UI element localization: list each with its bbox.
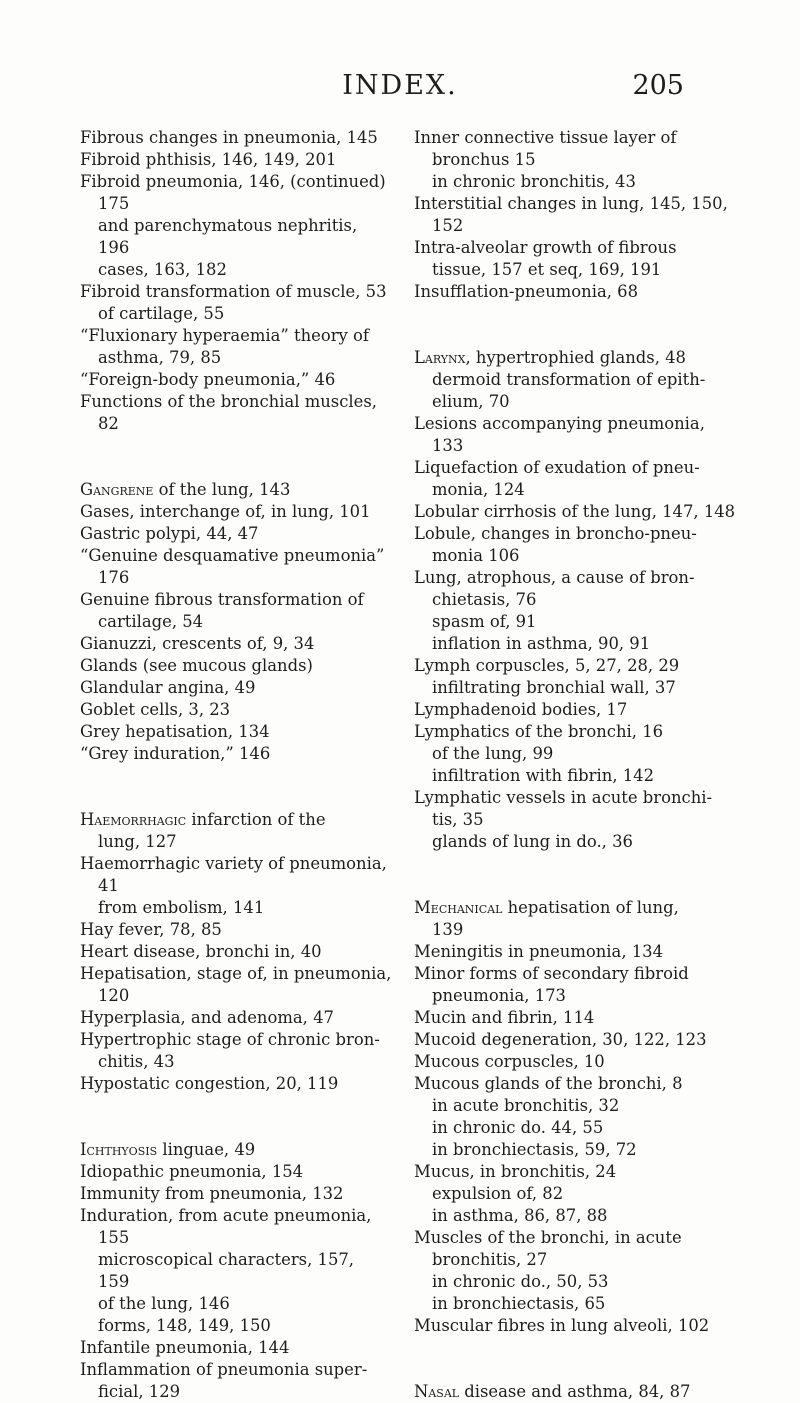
index-subentry: spasm of, 91 (432, 612, 537, 631)
index-entry: Lobular cirrhosis of the lung, 147, 148 (414, 502, 736, 521)
index-subentry: 159 (98, 1272, 130, 1291)
index-subentry: monia, 124 (432, 480, 525, 499)
index-subentry: 196 (98, 238, 130, 257)
index-subentry: of cartilage, 55 (98, 304, 225, 323)
index-entry: Lymphatics of the bronchi, 16 (414, 722, 664, 741)
index-subentry: chietasis, 76 (432, 590, 537, 609)
index-entry: Lung, atrophous, a cause of bron- (414, 568, 695, 587)
index-subentry: monia 106 (432, 546, 520, 565)
index-subentry: inflation in asthma, 90, 91 (432, 634, 651, 653)
index-entry: Inner connective tissue layer of (414, 128, 677, 147)
index-entry: Functions of the bronchial muscles, (80, 392, 377, 411)
index-subentry: 120 (98, 986, 130, 1005)
index-entry: Gases, interchange of, in lung, 101 (80, 502, 371, 521)
index-subentry: in chronic do., 50, 53 (432, 1272, 609, 1291)
index-entry: Induration, from acute pneumonia, (80, 1206, 372, 1225)
index-subentry: glands of lung in do., 36 (432, 832, 633, 851)
index-entry: Interstitial changes in lung, 145, 150, (414, 194, 728, 213)
index-subentry: forms, 148, 149, 150 (98, 1316, 271, 1335)
index-subentry: in acute bronchitis, 32 (432, 1096, 620, 1115)
index-subentry: bronchitis, 27 (432, 1250, 548, 1269)
index-entry: Heart disease, bronchi in, 40 (80, 942, 322, 961)
index-entry: Mucoid degeneration, 30, 122, 123 (414, 1030, 707, 1049)
index-entry: Lymph corpuscles, 5, 27, 28, 29 (414, 656, 680, 675)
index-entry: Lymphatic vessels in acute bronchi- (414, 788, 713, 807)
index-entry: Minor forms of secondary fibroid (414, 964, 689, 983)
index-subentry: infiltrating bronchial wall, 37 (432, 678, 676, 697)
index-subentry: asthma, 79, 85 (98, 348, 222, 367)
index-entry: Hyperplasia, and adenoma, 47 (80, 1008, 334, 1027)
index-entry: “Grey induration,” 146 (80, 744, 271, 763)
index-entry: Larynx, hypertrophied glands, 48 (414, 348, 686, 367)
index-entry: Fibroid phthisis, 146, 149, 201 (80, 150, 337, 169)
section-gap (80, 1095, 420, 1139)
index-entry: Genuine fibrous transformation of (80, 590, 364, 609)
index-subentry: microscopical characters, 157, (98, 1250, 355, 1269)
index-entry: Haemorrhagic variety of pneumonia, (80, 854, 387, 873)
index-subentry: in asthma, 86, 87, 88 (432, 1206, 608, 1225)
index-entry: Gangrene of the lung, 143 (80, 480, 291, 499)
index-entry: Goblet cells, 3, 23 (80, 700, 231, 719)
index-subentry: dermoid transformation of epith- (432, 370, 706, 389)
index-entry: Mucin and fibrin, 114 (414, 1008, 595, 1027)
index-entry: Fibroid transformation of muscle, 53 (80, 282, 387, 301)
index-subentry: in bronchiectasis, 65 (432, 1294, 606, 1313)
index-entry: Muscles of the bronchi, in acute (414, 1228, 682, 1247)
index-subentry: pneumonia, 173 (432, 986, 566, 1005)
index-subentry: chitis, 43 (98, 1052, 175, 1071)
index-entry: Fibroid pneumonia, 146, (continued) (80, 172, 386, 191)
index-subentry: and parenchymatous nephritis, (98, 216, 358, 235)
index-entry: Hypertrophic stage of chronic bron- (80, 1030, 380, 1049)
index-entry: Nasal disease and asthma, 84, 87 (414, 1382, 691, 1401)
index-entry: “Genuine desquamative pneumonia” (80, 546, 385, 565)
index-subentry: ficial, 129 (98, 1382, 181, 1401)
index-entry: Grey hepatisation, 134 (80, 722, 270, 741)
index-entry: Glands (see mucous glands) (80, 656, 313, 675)
index-subentry: in chronic bronchitis, 43 (432, 172, 636, 191)
index-subentry: bronchus 15 (432, 150, 536, 169)
index-subentry: cartilage, 54 (98, 612, 204, 631)
index-entry: Liquefaction of exudation of pneu- (414, 458, 700, 477)
index-subentry: 133 (432, 436, 464, 455)
index-subentry: 41 (98, 876, 119, 895)
section-gap (414, 853, 750, 897)
index-entry: Lobule, changes in broncho-pneu- (414, 524, 697, 543)
index-subentry: of the lung, 99 (432, 744, 554, 763)
index-entry: Ichthyosis linguae, 49 (80, 1140, 256, 1159)
index-entry: “Foreign-body pneumonia,” 46 (80, 370, 336, 389)
index-entry: Fibrous changes in pneumonia, 145 (80, 128, 378, 147)
section-gap (80, 435, 420, 479)
index-entry: Immunity from pneumonia, 132 (80, 1184, 344, 1203)
index-subentry: expulsion of, 82 (432, 1184, 564, 1203)
index-entry: Mucous glands of the bronchi, 8 (414, 1074, 683, 1093)
index-entry: Hypostatic congestion, 20, 119 (80, 1074, 339, 1093)
page-header (0, 70, 800, 110)
index-entry: Mucous corpuscles, 10 (414, 1052, 605, 1071)
index-entry: “Fluxionary hyperaemia” theory of (80, 326, 369, 345)
index-entry: Infantile pneumonia, 144 (80, 1338, 290, 1357)
index-entry: Haemorrhagic infarction of the (80, 810, 326, 829)
index-subentry: tis, 35 (432, 810, 484, 829)
index-subentry: 152 (432, 216, 464, 235)
index-entry: Hepatisation, stage of, in pneumonia, (80, 964, 392, 983)
index-subentry: 82 (98, 414, 119, 433)
index-entry: Lymphadenoid bodies, 17 (414, 700, 628, 719)
index-entry: Insufflation-pneumonia, 68 (414, 282, 639, 301)
index-subentry: infiltration with fibrin, 142 (432, 766, 655, 785)
index-entry: Lesions accompanying pneumonia, (414, 414, 705, 433)
index-subentry: 176 (98, 568, 130, 587)
index-subentry: 155 (98, 1228, 130, 1247)
index-entry: Gianuzzi, crescents of, 9, 34 (80, 634, 315, 653)
index-subentry: 139 (432, 920, 464, 939)
index-entry: Hay fever, 78, 85 (80, 920, 222, 939)
index-subentry: 175 (98, 194, 130, 213)
index-entry: Mechanical hepatisation of lung, (414, 898, 679, 917)
index-entry: Mucus, in bronchitis, 24 (414, 1162, 617, 1181)
index-subentry: of the lung, 146 (98, 1294, 230, 1313)
index-subentry: elium, 70 (432, 392, 510, 411)
index-entry: Muscular fibres in lung alveoli, 102 (414, 1316, 710, 1335)
index-entry: Gastric polypi, 44, 47 (80, 524, 259, 543)
index-entry: Idiopathic pneumonia, 154 (80, 1162, 304, 1181)
page-number: 205 (632, 70, 684, 101)
index-subentry: cases, 163, 182 (98, 260, 227, 279)
page-title: INDEX. (342, 70, 458, 101)
index-entry: Inflammation of pneumonia super- (80, 1360, 368, 1379)
index-column-right (414, 127, 750, 1403)
index-entry: Intra-alveolar growth of fibrous (414, 238, 677, 257)
index-column-left (80, 127, 420, 1403)
index-subentry: from embolism, 141 (98, 898, 265, 917)
section-gap (80, 765, 420, 809)
index-entry: Meningitis in pneumonia, 134 (414, 942, 664, 961)
index-subentry: in bronchiectasis, 59, 72 (432, 1140, 637, 1159)
section-gap (414, 1337, 750, 1381)
section-gap (414, 303, 750, 347)
index-subentry: lung, 127 (98, 832, 177, 851)
index-subentry: in chronic do. 44, 55 (432, 1118, 604, 1137)
index-entry: Glandular angina, 49 (80, 678, 256, 697)
index-subentry: tissue, 157 et seq, 169, 191 (432, 260, 662, 279)
